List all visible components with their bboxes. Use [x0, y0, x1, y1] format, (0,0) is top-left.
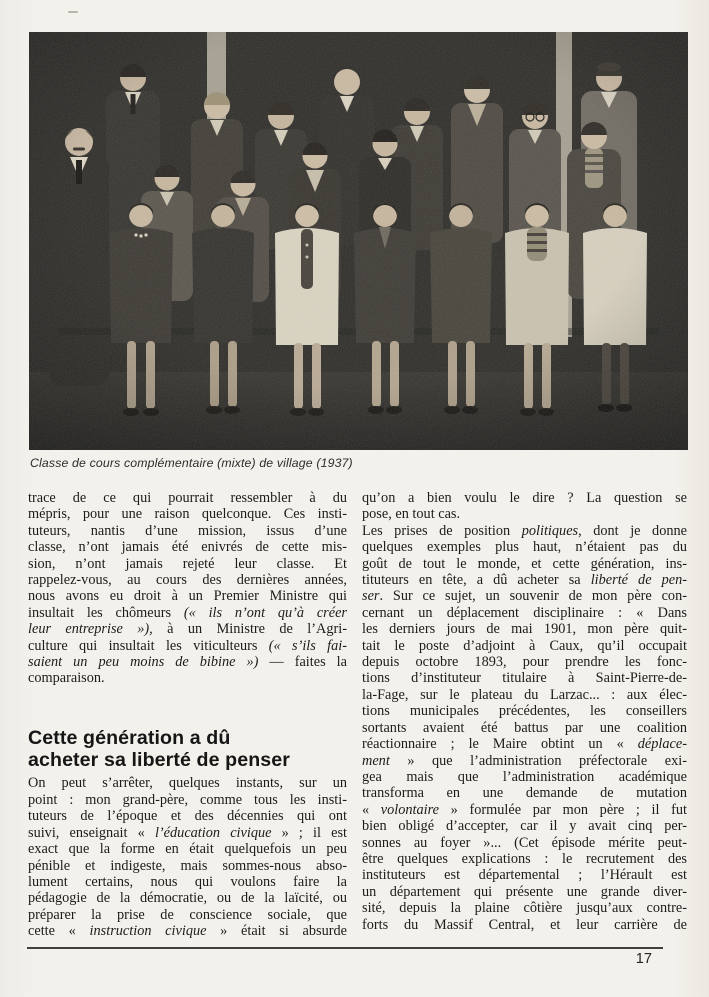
- text-line: mépris, pour une raison quelconque. Ces insti-: [28, 506, 347, 523]
- text-line: tuteurs, nantis d’une mission, issus d’une: [28, 522, 347, 539]
- text-line: les derniers jours de mai 1901, mon père quit-: [362, 621, 687, 638]
- text-line: sion, n’ont jamais rejeté leur classe. Et: [28, 555, 347, 572]
- text-line: ment » que l’administration préfectorale exi-: [362, 752, 687, 769]
- text-line: saient un peu moins de bibine ») — faites la: [28, 654, 347, 671]
- text-line: comparaison.: [28, 670, 105, 687]
- text-line: lument certains, nous qui voulons faire la: [28, 873, 347, 890]
- text-line: suivi, enseignait « l’éducation civique » ; il est: [28, 824, 348, 841]
- text-line: On peut s’arrêter, quelques instants, sur un: [28, 775, 347, 792]
- text-line: insultait les chômeurs (« ils n’ont qu’à créer: [28, 604, 347, 621]
- text-line: pénible et indigeste, mais sommes-nous abso-: [28, 857, 347, 874]
- text-line: tuteurs de l’époque et des décennies qui ont: [28, 808, 347, 825]
- text-line: ser. Sur ce sujet, un souvenir de mon père con-: [362, 588, 687, 605]
- heading-line: acheter sa liberté de penser: [28, 748, 290, 771]
- text-line: rappelez-vous, au cours des dernières années,: [28, 572, 347, 589]
- text-line: sité, depuis la plaine côtière jusqu’aux contre-: [362, 900, 687, 917]
- text-line: tait le poste d’adjoint à Caux, qu’il occupait: [362, 637, 687, 654]
- text-line: « volontaire » formulée par mon père ; il fut: [362, 801, 687, 818]
- text-line: point : mon grand-père, comme tous les insti-: [28, 791, 347, 808]
- left-column: [28, 490, 347, 940]
- text-line: sonnes au foyer »... (Cet épisode mérite peut-: [362, 834, 687, 851]
- text-line: bien obligé d’accepter, car il y avait cinq per-: [362, 818, 687, 835]
- text-line: tions d’instituteur titulaire à Saint-Pierre-de-: [362, 670, 687, 687]
- text-line: réactionnaire ; le Maire obtint un « déplace-: [362, 736, 687, 753]
- scan-artifact: [68, 11, 78, 13]
- text-line: depuis octobre 1893, pour prendre les fonc-: [362, 654, 687, 671]
- heading-line: Cette génération a dû: [28, 726, 231, 749]
- film-grain-overlay: [29, 32, 688, 450]
- text-line: cernant un déplacement disciplinaire : « Dans: [362, 604, 687, 621]
- text-line: Les prises de position politiques, dont je donne: [362, 522, 687, 539]
- text-line: pédagogie de la démocratie, ou de la laïcité, ou: [28, 890, 347, 907]
- text-line: cette « instruction civique » était si absurde: [28, 923, 348, 940]
- paragraph: [362, 523, 687, 933]
- text-line: quelques exemples plus haut, n’étaient pas du: [362, 539, 687, 556]
- text-line: transforma en une demande de mutation: [362, 785, 687, 802]
- text-line: leur entreprise »), à un Ministre de l’Agri-: [28, 621, 348, 638]
- text-line: instituteurs est départemental ; l’Hérault est: [362, 867, 687, 884]
- paragraph: [362, 490, 687, 523]
- right-column: [362, 490, 687, 933]
- section-heading: [28, 728, 347, 772]
- page-number: 17: [635, 951, 652, 967]
- text-line: trace de ce qui pourrait ressembler à du: [28, 490, 347, 506]
- text-line: pose, en tout cas.: [362, 506, 461, 523]
- text-line: un département qui présente une grande diver-: [362, 883, 687, 900]
- footer-rule: [27, 947, 663, 949]
- text-line: exact que la forme en était quelquefois un peu: [28, 841, 347, 858]
- class-photo: [29, 32, 688, 450]
- text-line: qu’on a bien voulu le dire ? La question se: [362, 490, 687, 506]
- text-line: préparer la prise de conscience sociale, que: [28, 906, 347, 923]
- class-photo-image: [29, 32, 688, 450]
- text-line: tituteurs en tête, a dû acheter sa liberté de pen-: [362, 572, 687, 589]
- paragraph: [28, 775, 347, 939]
- text-line: goût de tout le monde, et cette génération, ins-: [362, 555, 687, 572]
- text-line: classe, n’ont jamais été enivrés de cette mis-: [28, 539, 347, 556]
- text-line: nous avons eu droit à un Premier Ministre qui: [28, 588, 347, 605]
- text-line: gea mais que l’administration académique: [362, 768, 687, 785]
- paragraph: [28, 490, 347, 687]
- text-line: tions municipales précédentes, les conseillers: [362, 703, 687, 720]
- photo-caption: Classe de cours complémentaire (mixte) de village (1937): [30, 456, 353, 470]
- text-line: culture qui insultait les viticulteurs (« s’ils fai-: [28, 637, 347, 654]
- text-line: forts du Massif Central, et leur carrière de: [362, 916, 687, 933]
- text-line: la-Fage, sur le plateau du Larzac... : aux élec-: [362, 686, 687, 703]
- text-line: sortants avaient été battus par une coalition: [362, 719, 687, 736]
- text-line: être quelques explications : le recrutement des: [362, 850, 687, 867]
